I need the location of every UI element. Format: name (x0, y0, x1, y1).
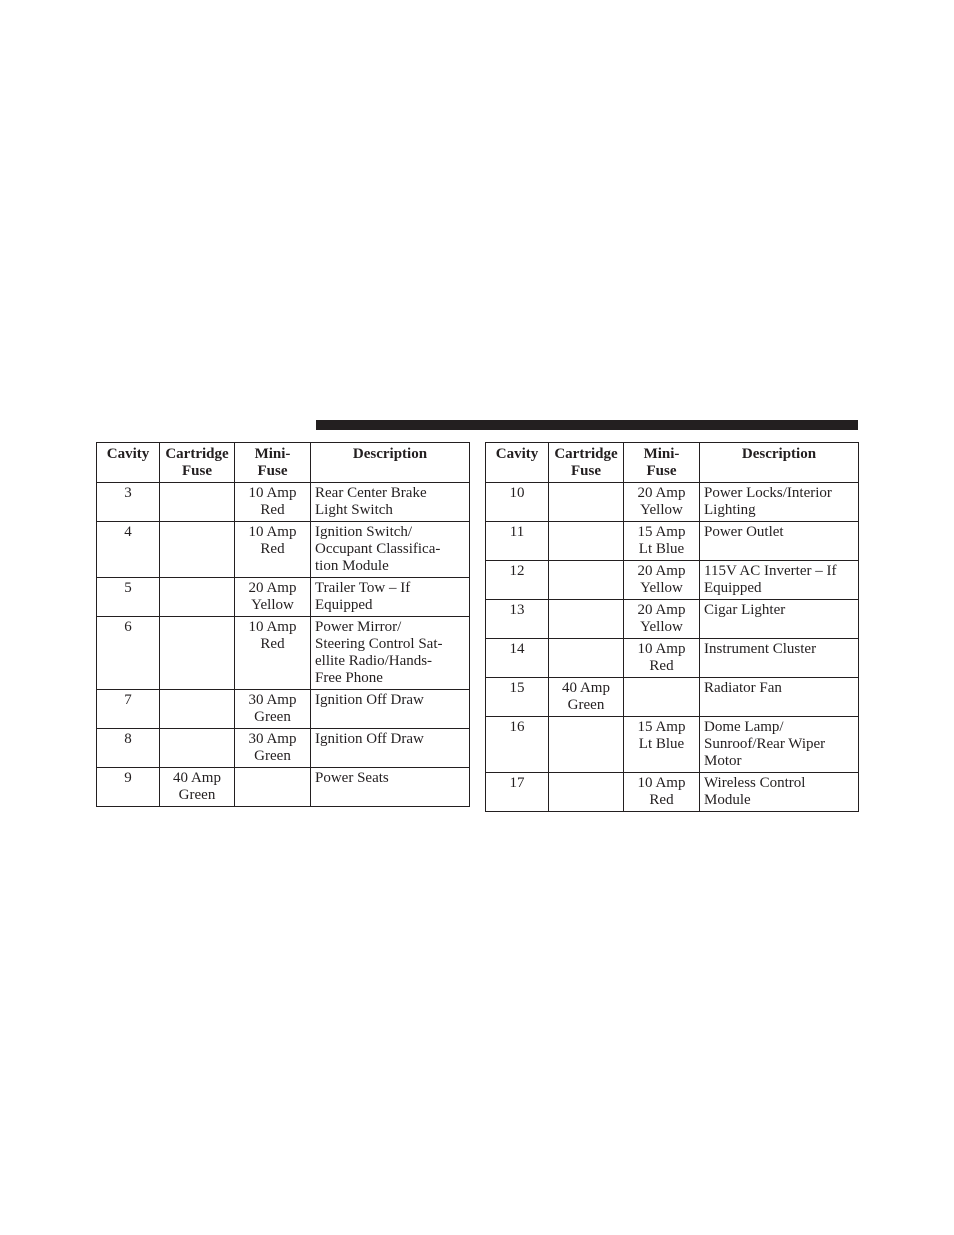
header-mini-fuse: Mini- Fuse (235, 443, 311, 483)
cell-mini-fuse-line: Yellow (640, 619, 683, 635)
cell-mini-fuse-line: Yellow (640, 502, 683, 518)
cell-description (311, 768, 470, 807)
cell-mini-fuse-line: 10 Amp (637, 641, 686, 657)
cell-mini-fuse-line: 10 Amp (248, 485, 297, 501)
cell-description (700, 600, 859, 639)
cell-cavity (486, 483, 549, 522)
cell-cavity-value: 11 (509, 524, 525, 540)
cell-mini-fuse-line: 30 Amp (248, 731, 297, 747)
table-header-row (486, 443, 859, 483)
cell-description-line: Lighting (704, 502, 756, 518)
table-row (97, 729, 470, 768)
cell-description (311, 617, 470, 690)
cell-description (700, 639, 859, 678)
cell-description-line: ellite Radio/Hands- (315, 653, 433, 669)
cell-description (311, 690, 470, 729)
cell-cartridge-fuse (160, 768, 235, 807)
table-row (97, 483, 470, 522)
cell-mini-fuse-line: 20 Amp (637, 563, 686, 579)
cell-description-line: Radiator Fan (704, 680, 782, 696)
cell-cavity (486, 717, 549, 773)
cell-description (700, 522, 859, 561)
fuse-table-left (96, 442, 470, 807)
header-cartridge-fuse: Cartridge Fuse (160, 443, 235, 483)
cell-mini-fuse (624, 600, 700, 639)
cell-cartridge-fuse (160, 578, 235, 617)
cell-cartridge-fuse (549, 773, 624, 812)
cell-description-line: Equipped (704, 580, 762, 596)
cell-mini-fuse-line: Red (260, 636, 285, 652)
cell-cavity (97, 483, 160, 522)
header-cartridge-fuse: Cartridge Fuse (549, 443, 624, 483)
cell-description-line: Power Seats (315, 770, 389, 786)
cell-mini-fuse (624, 483, 700, 522)
cell-cartridge-fuse (160, 483, 235, 522)
cell-cartridge-fuse (549, 639, 624, 678)
cell-cavity (97, 522, 160, 578)
cell-description-line: Equipped (315, 597, 373, 613)
cell-mini-fuse-line: 15 Amp (637, 524, 686, 540)
table-row (97, 522, 470, 578)
cell-cartridge-fuse (549, 717, 624, 773)
cell-mini-fuse-line: Lt Blue (638, 541, 685, 557)
cell-description-line: Ignition Off Draw (315, 731, 424, 747)
cell-mini-fuse-line: 15 Amp (637, 719, 686, 735)
cell-description-line: Motor (704, 753, 742, 769)
header-mini-fuse: Mini- Fuse (624, 443, 700, 483)
cell-description-line: Occupant Classifica- (315, 541, 441, 557)
cell-cartridge-fuse (160, 617, 235, 690)
cell-mini-fuse (235, 690, 311, 729)
table-row (486, 678, 859, 717)
header-description: Description (311, 443, 470, 483)
table-row (486, 522, 859, 561)
cell-cartridge-fuse (549, 600, 624, 639)
cell-description-line: Dome Lamp/ (704, 719, 784, 735)
cell-cavity-value: 5 (124, 580, 132, 596)
cell-cavity (97, 617, 160, 690)
table-row (97, 690, 470, 729)
cell-description-line: Instrument Cluster (704, 641, 817, 657)
cell-cavity-value: 14 (509, 641, 525, 657)
cell-cavity-value: 6 (124, 619, 132, 635)
table-row (486, 483, 859, 522)
table-header-row (97, 443, 470, 483)
cell-description-line: 115V AC Inverter – If (704, 563, 837, 579)
cell-mini-fuse-line: 20 Amp (248, 580, 297, 596)
cell-description-line: Sunroof/Rear Wiper (704, 736, 826, 752)
cell-cavity-value: 17 (509, 775, 525, 791)
section-header-bar (316, 420, 858, 430)
cell-cavity (486, 522, 549, 561)
cell-cavity-value: 8 (124, 731, 132, 747)
cell-mini-fuse-line: 10 Amp (248, 619, 297, 635)
cell-mini-fuse (624, 522, 700, 561)
cell-mini-fuse-line: Red (649, 658, 674, 674)
cell-description (311, 483, 470, 522)
cell-description (311, 729, 470, 768)
cell-cavity-value: 3 (124, 485, 132, 501)
cell-description-line: Wireless Control (704, 775, 806, 791)
table-row (97, 578, 470, 617)
cell-cavity (97, 690, 160, 729)
cell-cavity-value: 12 (509, 563, 525, 579)
cell-mini-fuse-line: 10 Amp (637, 775, 686, 791)
cell-cavity-value: 10 (509, 485, 525, 501)
cell-mini-fuse-line: Red (260, 541, 285, 557)
table-row (486, 639, 859, 678)
cell-cartridge-fuse (549, 483, 624, 522)
cell-description-line: Module (704, 792, 751, 808)
cell-cartridge-fuse-line: 40 Amp (173, 770, 221, 786)
fuse-table-right (485, 442, 859, 812)
cell-description-line: Steering Control Sat- (315, 636, 443, 652)
cell-cavity (486, 600, 549, 639)
cell-cavity (97, 578, 160, 617)
table-row (97, 768, 470, 807)
cell-cavity (486, 639, 549, 678)
cell-description-line: Power Locks/Interior (704, 485, 832, 501)
cell-mini-fuse (624, 773, 700, 812)
cell-mini-fuse-line: Green (254, 709, 291, 725)
cell-description (700, 483, 859, 522)
cell-cavity (97, 729, 160, 768)
cell-mini-fuse (624, 717, 700, 773)
cell-description-line: Rear Center Brake (315, 485, 427, 501)
cell-cavity-value: 4 (124, 524, 132, 540)
cell-mini-fuse-line: Lt Blue (638, 736, 685, 752)
header-cavity: Cavity (97, 443, 160, 483)
cell-cartridge-fuse (160, 729, 235, 768)
table-row (97, 617, 470, 690)
cell-cavity (486, 561, 549, 600)
cell-cartridge-fuse (160, 522, 235, 578)
cell-mini-fuse-line: 20 Amp (637, 485, 686, 501)
cell-mini-fuse-line: Red (649, 792, 674, 808)
table-row (486, 600, 859, 639)
cell-cartridge-fuse (549, 561, 624, 600)
cell-cavity (486, 773, 549, 812)
cell-description (311, 522, 470, 578)
cell-mini-fuse-line: Yellow (251, 597, 294, 613)
cell-description (311, 578, 470, 617)
cell-cartridge-fuse-line: Green (567, 697, 605, 713)
cell-mini-fuse-line: Yellow (640, 580, 683, 596)
cell-mini-fuse (624, 678, 700, 717)
cell-cartridge-fuse (549, 522, 624, 561)
header-description: Description (700, 443, 859, 483)
cell-description (700, 773, 859, 812)
cell-mini-fuse-line: Green (254, 748, 291, 764)
cell-mini-fuse-line: 10 Amp (248, 524, 297, 540)
cell-mini-fuse-line: 30 Amp (248, 692, 297, 708)
cell-mini-fuse-line: Red (260, 502, 285, 518)
cell-mini-fuse (235, 483, 311, 522)
cell-mini-fuse-line: 20 Amp (637, 602, 686, 618)
cell-description (700, 678, 859, 717)
cell-description-line: Light Switch (315, 502, 393, 518)
cell-cavity-value: 16 (509, 719, 525, 735)
cell-mini-fuse (624, 639, 700, 678)
cell-description-line: Ignition Switch/ (315, 524, 413, 540)
cell-cavity-value: 7 (124, 692, 132, 708)
cell-mini-fuse (235, 768, 311, 807)
cell-description-line: tion Module (315, 558, 389, 574)
cell-cavity (97, 768, 160, 807)
table-row (486, 561, 859, 600)
cell-cavity-value: 13 (509, 602, 525, 618)
cell-mini-fuse (624, 561, 700, 600)
cell-cavity-value: 15 (509, 680, 525, 696)
cell-mini-fuse (235, 729, 311, 768)
cell-cavity (486, 678, 549, 717)
cell-cartridge-fuse-line: Green (178, 787, 216, 803)
cell-description (700, 561, 859, 600)
cell-cartridge-fuse (549, 678, 624, 717)
cell-description (700, 717, 859, 773)
cell-description-line: Ignition Off Draw (315, 692, 424, 708)
cell-description-line: Trailer Tow – If (315, 580, 411, 596)
cell-cavity-value: 9 (124, 770, 132, 786)
cell-description-line: Cigar Lighter (704, 602, 786, 618)
table-row (486, 773, 859, 812)
cell-cartridge-fuse (160, 690, 235, 729)
cell-description-line: Power Outlet (704, 524, 784, 540)
cell-mini-fuse (235, 578, 311, 617)
table-row (486, 717, 859, 773)
cell-description-line: Power Mirror/ (315, 619, 402, 635)
cell-cartridge-fuse-line: 40 Amp (562, 680, 610, 696)
cell-mini-fuse (235, 617, 311, 690)
cell-description-line: Free Phone (315, 670, 383, 686)
cell-mini-fuse (235, 522, 311, 578)
header-cavity: Cavity (486, 443, 549, 483)
